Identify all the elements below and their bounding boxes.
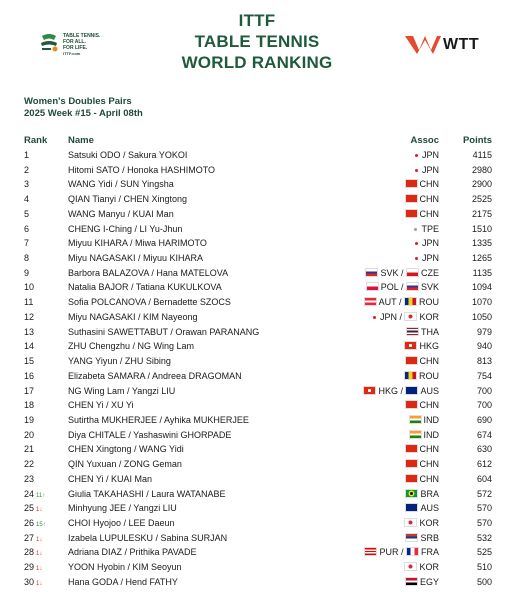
rank-cell: 24 11↑	[24, 488, 46, 499]
table-row	[0, 148, 514, 163]
jpn-flag-icon	[415, 154, 418, 157]
column-name: Name	[68, 135, 94, 146]
assoc-cell: CHN	[405, 398, 440, 413]
points-cell: 4115	[472, 150, 492, 160]
points-cell: 570	[476, 517, 492, 528]
table-row	[0, 560, 514, 575]
arrow-down-icon: ↓	[39, 566, 43, 573]
rank-cell: 2	[24, 164, 30, 175]
rank-down-indicator: 1↓	[36, 566, 43, 573]
title-line-3: WORLD RANKING	[181, 53, 333, 72]
pair-name-cell: Sofia POLCANOVA / Bernadette SZOCS	[68, 297, 231, 308]
assoc-cell: IND	[409, 428, 440, 443]
rank-cell: 18	[24, 400, 35, 411]
pair-name-cell: QIAN Tianyi / CHEN Xingtong	[68, 194, 188, 205]
assoc-cell: THA	[406, 325, 439, 340]
assoc-cell: CHN	[405, 442, 440, 457]
table-row	[0, 428, 514, 443]
table-row	[0, 384, 514, 399]
table-row	[0, 325, 514, 340]
points-cell: 572	[476, 488, 492, 499]
points-cell: 754	[476, 370, 492, 381]
title-line-2: TABLE TENNIS	[194, 32, 320, 51]
assoc-cell: JPN	[415, 236, 439, 251]
assoc-cell: EGY	[405, 575, 439, 590]
points-cell: 1335	[471, 238, 492, 249]
points-cell: 630	[476, 444, 492, 455]
assoc-cell: HKG / AUS	[363, 384, 439, 399]
rank-cell: 9	[24, 267, 30, 278]
pair-name-cell: Hana GODA / Hend FATHY	[68, 576, 178, 587]
pair-name-cell: Giulia TAKAHASHI / Laura WATANABE	[68, 488, 226, 499]
assoc-cell: JPN	[415, 148, 439, 163]
pair-name-cell: YANG Yiyun / ZHU Sibing	[68, 356, 171, 367]
rank-cell: 12	[24, 311, 35, 322]
table-row	[0, 236, 514, 251]
bra-flag-icon	[405, 489, 418, 498]
rank-cell: 17	[24, 385, 35, 396]
points-cell: 1510	[471, 223, 492, 234]
points-cell: 604	[476, 473, 492, 484]
jpn-flag-icon	[415, 169, 418, 172]
table-row	[0, 487, 514, 502]
chn-flag-icon	[405, 400, 418, 409]
rank-cell: 14	[24, 341, 35, 352]
assoc-cell: JPN	[415, 163, 439, 178]
points-cell: 2525	[471, 194, 492, 205]
svk-flag-icon	[365, 268, 378, 277]
points-cell: 525	[476, 547, 492, 558]
table-row	[0, 545, 514, 560]
table-row	[0, 413, 514, 428]
assoc-cell: CHN	[405, 207, 440, 222]
rank-cell: 16	[24, 370, 35, 381]
rank-cell: 28 1↓	[24, 547, 43, 558]
pair-name-cell: Barbora BALAZOVA / Hana MATELOVA	[68, 267, 229, 278]
column-assoc: Assoc	[410, 135, 439, 146]
week-label: 2025 Week #15 - April 08th	[24, 108, 143, 119]
column-rank: Rank	[24, 135, 48, 146]
table-row	[0, 251, 514, 266]
fra-flag-icon	[406, 547, 419, 556]
chn-flag-icon	[405, 179, 418, 188]
pair-name-cell: NG Wing Lam / Yangzi LIU	[68, 385, 176, 396]
pair-name-cell: Suthasini SAWETTABUT / Orawan PARANANG	[68, 326, 260, 337]
table-row	[0, 266, 514, 281]
assoc-cell: JPN	[415, 251, 439, 266]
points-cell: 510	[476, 562, 492, 573]
rank-cell: 8	[24, 253, 30, 264]
points-cell: 570	[476, 503, 492, 514]
table-row	[0, 398, 514, 413]
pair-name-cell: Elizabeta SAMARA / Andreea DRAGOMAN	[68, 370, 242, 381]
column-points: Points	[462, 135, 492, 146]
rank-down-indicator: 1↓	[36, 536, 43, 543]
points-cell: 700	[476, 385, 492, 396]
points-cell: 674	[476, 429, 492, 440]
jpn-flag-icon	[415, 257, 418, 260]
table-row	[0, 575, 514, 590]
tha-flag-icon	[406, 327, 419, 336]
subtitle	[24, 96, 143, 120]
points-cell: 1265	[471, 253, 492, 264]
assoc-cell: HKG	[404, 339, 439, 354]
table-row	[0, 163, 514, 178]
pair-name-cell: Diya CHITALE / Yashaswini GHORPADE	[68, 429, 232, 440]
table-row	[0, 472, 514, 487]
points-cell: 690	[476, 414, 492, 425]
wtt-logo-text: WTT	[443, 36, 480, 53]
points-cell: 2175	[471, 208, 492, 219]
table-row	[0, 339, 514, 354]
table-row	[0, 310, 514, 325]
arrow-down-icon: ↓	[39, 507, 43, 514]
pair-name-cell: Satsuki ODO / Sakura YOKOI	[68, 150, 188, 160]
rank-cell: 3	[24, 179, 30, 190]
pair-name-cell: Miyuu KIHARA / Miwa HARIMOTO	[68, 238, 207, 249]
arrow-down-icon: ↓	[39, 536, 43, 543]
table-row	[0, 516, 514, 531]
pair-name-cell: QIN Yuxuan / ZONG Geman	[68, 459, 182, 470]
ind-flag-icon	[409, 430, 422, 439]
egy-flag-icon	[405, 577, 418, 586]
assoc-cell: ROU	[404, 369, 439, 384]
assoc-cell: AUS	[405, 501, 439, 516]
rank-cell: 22	[24, 459, 35, 470]
table-row	[0, 222, 514, 237]
jpn-flag-icon	[373, 316, 376, 319]
chn-flag-icon	[405, 356, 418, 365]
pol-flag-icon	[366, 282, 379, 291]
srb-flag-icon	[405, 533, 418, 542]
assoc-cell: POL / SVK	[366, 280, 439, 295]
pair-name-cell: CHEN Yi / XU Yi	[68, 400, 134, 411]
table-row	[0, 295, 514, 310]
arrow-up-icon: ↑	[42, 492, 46, 499]
kor-flag-icon	[404, 562, 417, 571]
points-cell: 1050	[471, 311, 492, 322]
ittf-logo-text: TABLE TENNIS. FOR ALL. FOR LIFE. ITTF.com	[63, 33, 101, 56]
rank-cell: 19	[24, 414, 35, 425]
rank-cell: 6	[24, 223, 30, 234]
points-cell: 1094	[471, 282, 492, 293]
chn-flag-icon	[405, 444, 418, 453]
table-row	[0, 192, 514, 207]
pair-name-cell: CHOI Hyojoo / LEE Daeun	[68, 517, 175, 528]
rank-up-indicator: 11↑	[36, 492, 46, 499]
assoc-cell: TPE	[414, 222, 439, 237]
points-cell: 612	[476, 459, 492, 470]
table-row	[0, 354, 514, 369]
ind-flag-icon	[409, 415, 422, 424]
pair-name-cell: WANG Manyu / KUAI Man	[68, 208, 174, 219]
table-row	[0, 531, 514, 546]
jpn-flag-icon	[415, 242, 418, 245]
pair-name-cell: Miyu NAGASAKI / Miyuu KIHARA	[68, 253, 204, 264]
table-row	[0, 457, 514, 472]
rank-up-indicator: 15↑	[36, 521, 46, 528]
points-cell: 2980	[471, 164, 492, 175]
wtt-logo-icon	[405, 34, 441, 54]
rank-cell: 30 1↓	[24, 576, 43, 587]
hkg-flag-icon	[404, 341, 417, 350]
aut-flag-icon	[364, 297, 377, 306]
rank-cell: 4	[24, 194, 30, 205]
pair-name-cell: ZHU Chengzhu / NG Wing Lam	[68, 341, 195, 352]
rank-down-indicator: 1↓	[36, 551, 43, 558]
assoc-cell: SRB	[405, 531, 439, 546]
rank-cell: 29 1↓	[24, 562, 43, 573]
chn-flag-icon	[405, 209, 418, 218]
rank-cell: 15	[24, 356, 35, 367]
header	[0, 0, 514, 80]
rank-cell: 1	[24, 150, 30, 160]
pair-name-cell: Adriana DIAZ / Prithika PAVADE	[68, 547, 197, 558]
arrow-down-icon: ↓	[39, 551, 43, 558]
assoc-cell: SVK / CZE	[365, 266, 439, 281]
pair-name-cell: Izabela LUPULESKU / Sabina SURJAN	[68, 532, 228, 543]
wtt-logo	[405, 34, 495, 54]
chn-flag-icon	[405, 194, 418, 203]
pur-flag-icon	[364, 547, 377, 556]
rank-cell: 20	[24, 429, 35, 440]
rank-cell: 11	[24, 297, 34, 308]
points-cell: 2900	[471, 179, 492, 190]
pair-name-cell: WANG Yidi / SUN Yingsha	[68, 179, 174, 190]
tpe-flag-icon	[414, 228, 417, 231]
assoc-cell: KOR	[404, 516, 439, 531]
kor-flag-icon	[404, 312, 417, 321]
rank-cell: 27 1↓	[24, 532, 43, 543]
ranking-table	[0, 148, 514, 590]
chn-flag-icon	[405, 474, 418, 483]
points-cell: 700	[476, 400, 492, 411]
assoc-cell: CHN	[405, 457, 440, 472]
table-row	[0, 207, 514, 222]
pair-name-cell: Hitomi SATO / Honoka HASHIMOTO	[68, 164, 216, 175]
points-cell: 979	[476, 326, 492, 337]
table-row	[0, 501, 514, 516]
pair-name-cell: Minhyung JEE / Yangzi LIU	[68, 503, 177, 514]
rank-cell: 21	[24, 444, 35, 455]
table-header	[0, 135, 514, 147]
assoc-cell: KOR	[404, 560, 439, 575]
points-cell: 813	[476, 356, 492, 367]
table-row	[0, 177, 514, 192]
pair-name-cell: Sutirtha MUKHERJEE / Ayhika MUKHERJEE	[68, 414, 249, 425]
assoc-cell: CHN	[405, 472, 440, 487]
assoc-cell: IND	[409, 413, 440, 428]
pair-name-cell: Natalia BAJOR / Tatiana KUKULKOVA	[68, 282, 222, 293]
cze-flag-icon	[406, 268, 419, 277]
points-cell: 1135	[472, 267, 492, 278]
table-row	[0, 280, 514, 295]
rank-cell: 10	[24, 282, 35, 293]
assoc-cell: CHN	[405, 354, 440, 369]
title-line-1: ITTF	[238, 11, 276, 30]
arrow-down-icon: ↓	[39, 580, 43, 587]
rank-cell: 23	[24, 473, 35, 484]
rou-flag-icon	[404, 297, 417, 306]
pair-name-cell: CHENG I-Ching / LI Yu-Jhun	[68, 223, 183, 234]
rank-cell: 7	[24, 238, 30, 249]
rank-cell: 25 1↓	[24, 503, 43, 514]
aus-flag-icon	[405, 503, 418, 512]
rank-cell: 13	[24, 326, 35, 337]
assoc-cell: PUR / FRA	[364, 545, 439, 560]
rank-down-indicator: 1↓	[36, 580, 43, 587]
assoc-cell: CHN	[405, 177, 440, 192]
points-cell: 532	[476, 532, 492, 543]
svk-flag-icon	[406, 282, 419, 291]
assoc-cell: JPN / KOR	[373, 310, 439, 325]
assoc-cell: CHN	[405, 192, 440, 207]
pair-name-cell: YOON Hyobin / KIM Seoyun	[68, 562, 182, 573]
rank-cell: 5	[24, 208, 30, 219]
rank-down-indicator: 1↓	[36, 507, 43, 514]
table-row	[0, 369, 514, 384]
kor-flag-icon	[404, 518, 417, 527]
arrow-up-icon: ↑	[42, 521, 46, 528]
pair-name-cell: Miyu NAGASAKI / KIM Nayeong	[68, 311, 198, 322]
table-row	[0, 442, 514, 457]
points-cell: 500	[476, 576, 492, 587]
rou-flag-icon	[404, 371, 417, 380]
assoc-cell: BRA	[405, 487, 439, 502]
points-cell: 940	[476, 341, 492, 352]
aus-flag-icon	[405, 386, 418, 395]
pair-name-cell: CHEN Xingtong / WANG Yidi	[68, 444, 184, 455]
category-label: Women's Doubles Pairs	[24, 96, 132, 107]
assoc-cell: AUT / ROU	[364, 295, 439, 310]
hkg-flag-icon	[363, 386, 376, 395]
rank-cell: 26 15↑	[24, 517, 46, 528]
pair-name-cell: CHEN Yi / KUAI Man	[68, 473, 153, 484]
chn-flag-icon	[405, 459, 418, 468]
points-cell: 1070	[471, 297, 492, 308]
